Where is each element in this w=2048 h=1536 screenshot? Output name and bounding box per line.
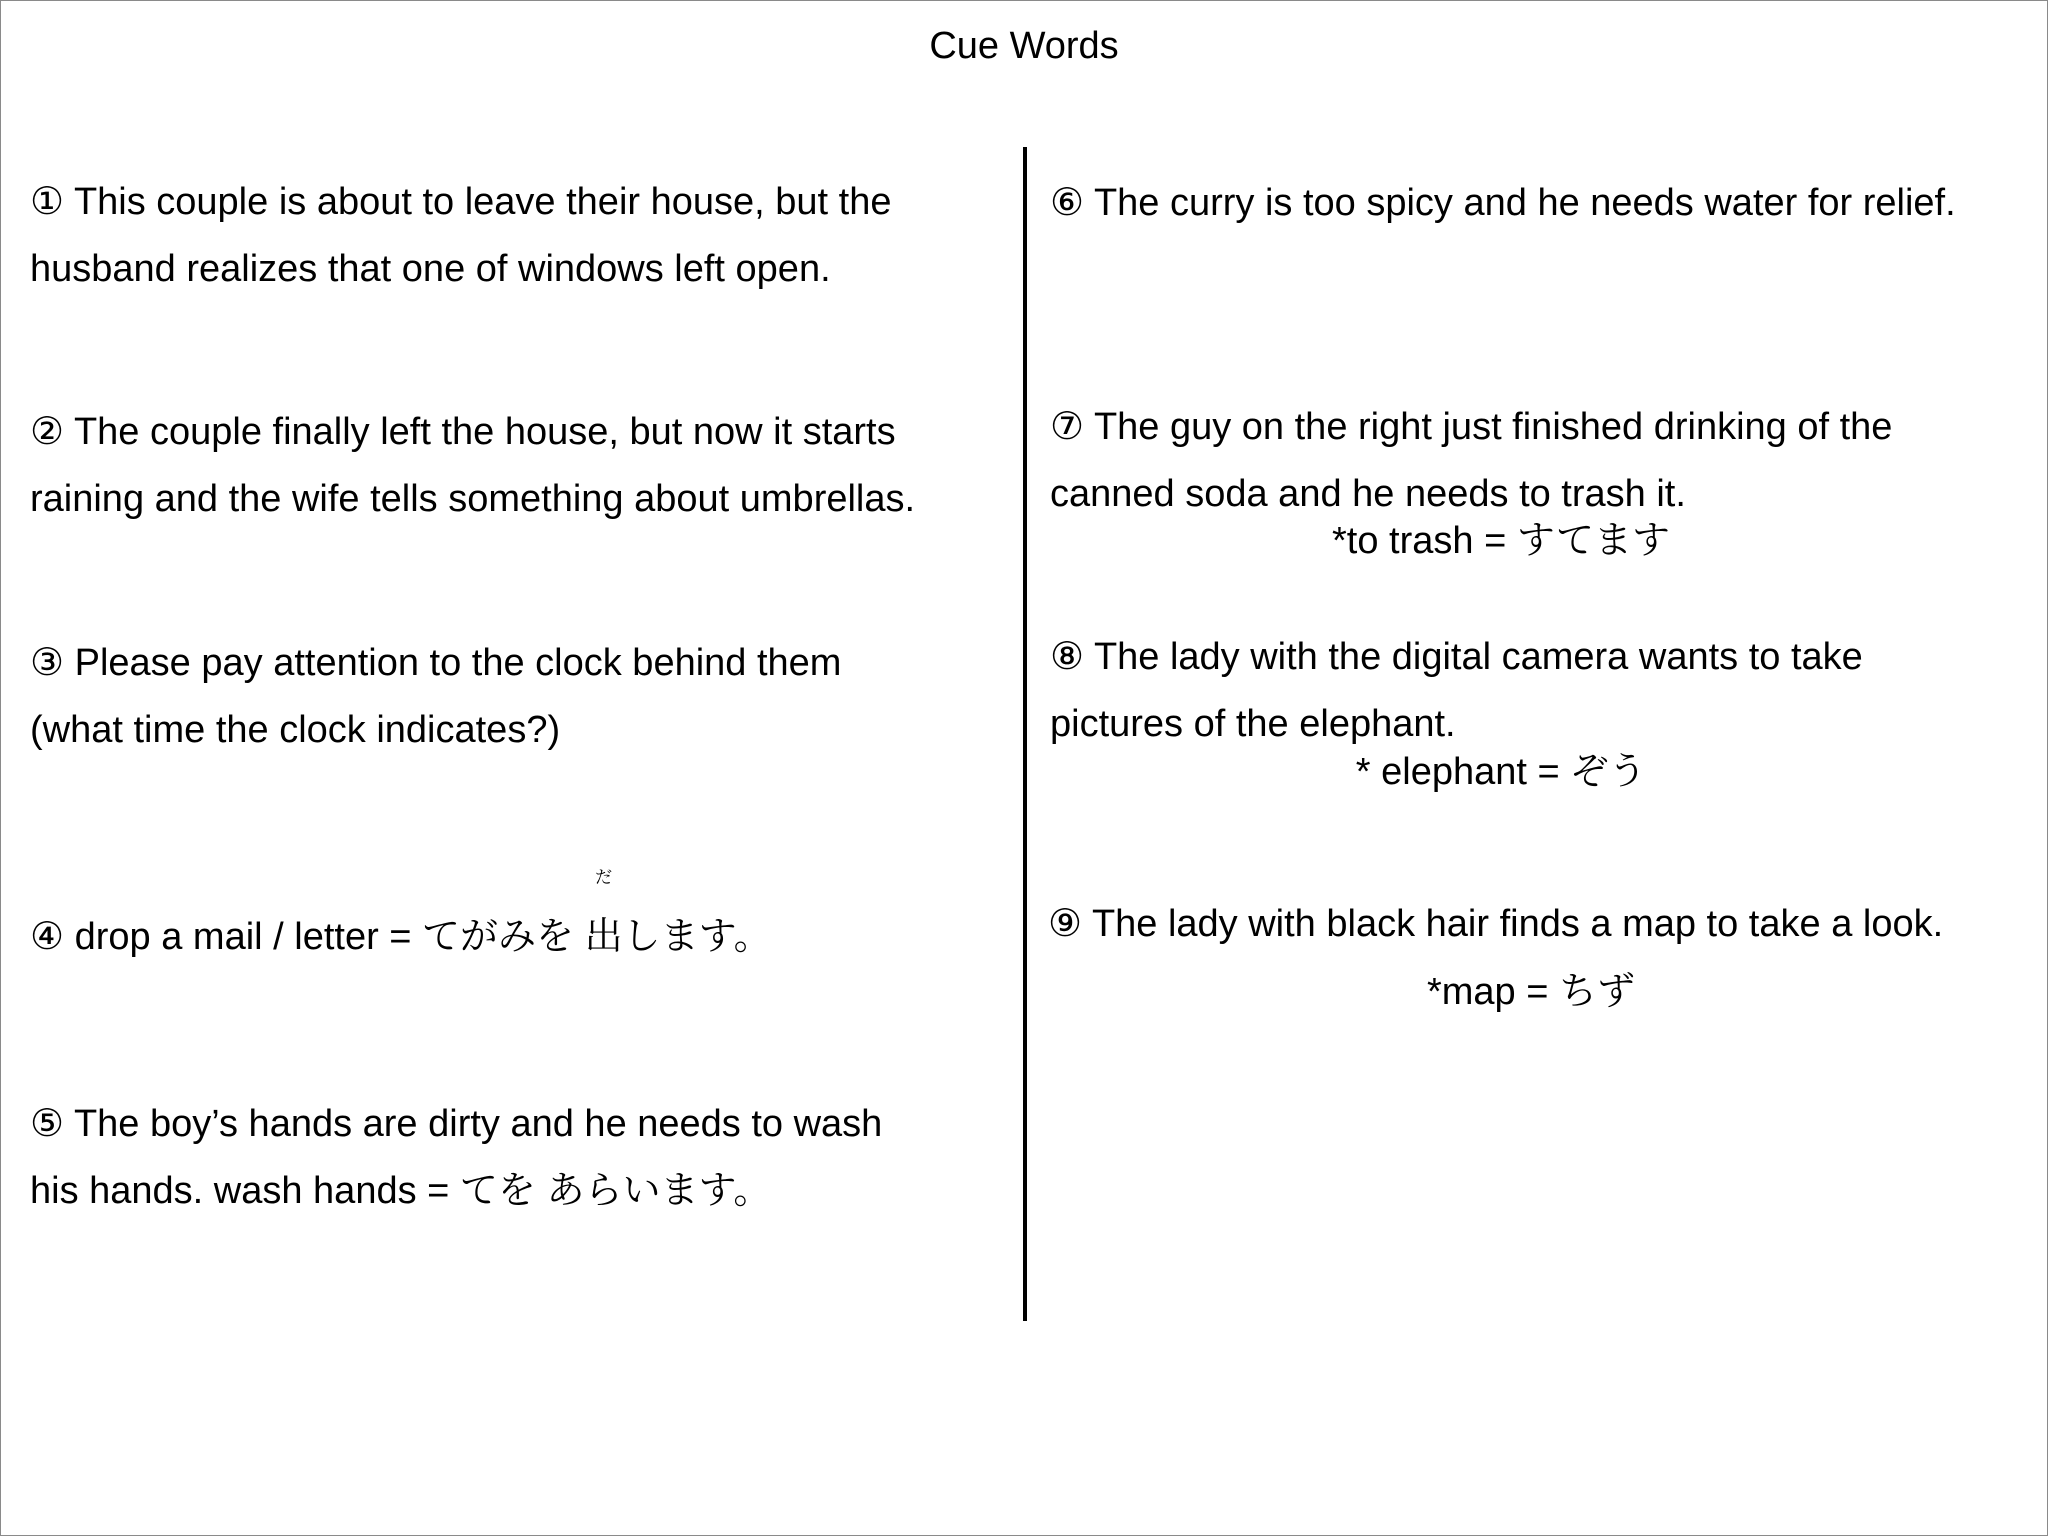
cue-item-7-line-1: ⑦ The guy on the right just finished drinking of the (1050, 406, 1893, 448)
cue-item-6-line-1: ⑥ The curry is too spicy and he needs water for relief. (1050, 182, 1956, 224)
cue-item-4-text-after: します。 (622, 916, 772, 958)
cue-item-5-line-1: ⑤ The boy’s hands are dirty and he needs to wash (30, 1103, 883, 1145)
cue-item-7-note: *to trash = すてます (1332, 520, 1670, 562)
cue-item-8-line-2: pictures of the elephant. (1050, 703, 1456, 745)
cue-item-9 (1048, 891, 1943, 958)
cue-item-4-text-before: ④ drop a mail / letter = てがみを (30, 916, 585, 958)
ruby-reading: だ (595, 868, 613, 887)
slide-title: Cue Words (929, 25, 1119, 67)
ruby-kanji (584, 868, 623, 971)
cue-item-1 (30, 169, 891, 303)
cue-item-3-line-1: ③ Please pay attention to the clock behind them (30, 642, 842, 684)
cue-item-6 (1050, 170, 1956, 237)
cue-item-3-line-2: (what time the clock indicates?) (30, 709, 561, 751)
cue-item-4 (30, 868, 772, 971)
cue-item-4-line-1 (30, 868, 772, 971)
cue-item-7 (1050, 394, 1892, 528)
cue-item-8-note: * elephant = ぞう (1355, 751, 1647, 793)
cue-item-1-line-1: ① This couple is about to leave their house, but the (30, 181, 892, 223)
cue-item-9-note: *map = ちず (1426, 971, 1636, 1013)
cue-item-9-line-1: ⑨ The lady with black hair finds a map to take a look. (1048, 903, 1944, 945)
cue-item-8-line-1: ⑧ The lady with the digital camera wants to take (1050, 636, 1863, 678)
ruby-base: 出 (584, 916, 623, 958)
cue-item-2 (30, 399, 915, 533)
column-divider (1023, 147, 1027, 1321)
cue-item-7-line-2: canned soda and he needs to trash it. (1050, 473, 1686, 515)
cue-item-5-line-2: his hands. wash hands = てを あらいます。 (30, 1170, 772, 1212)
cue-item-1-line-2: husband realizes that one of windows left open. (30, 248, 831, 290)
cue-item-8 (1050, 624, 1863, 758)
cue-item-5 (30, 1091, 882, 1225)
cue-item-2-line-2: raining and the wife tells something about umbrellas. (30, 478, 916, 520)
cue-item-3 (30, 630, 841, 764)
cue-item-2-line-1: ② The couple finally left the house, but now it starts (30, 411, 896, 453)
